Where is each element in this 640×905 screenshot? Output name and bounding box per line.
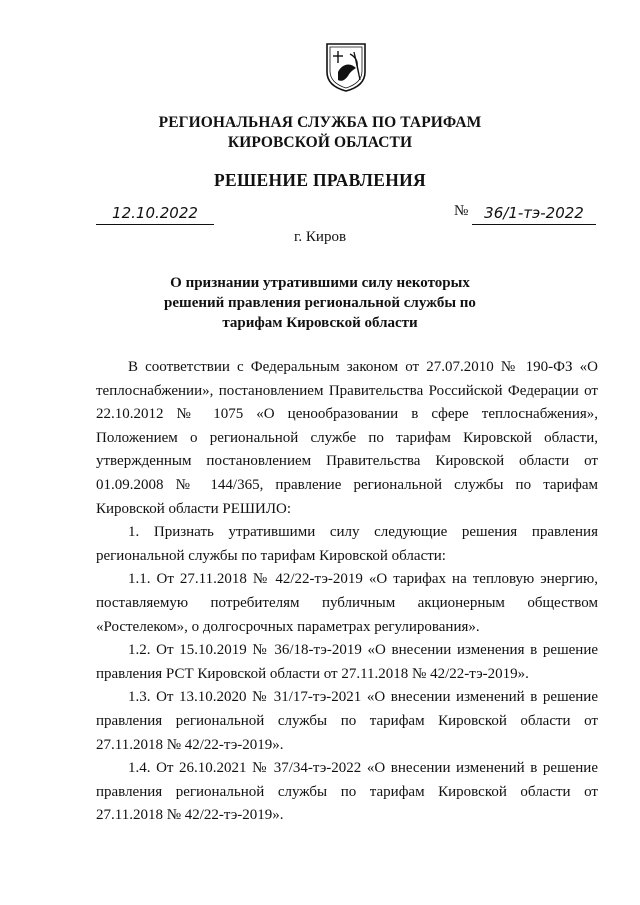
- item-1: 1. Признать утратившими силу следующие решения правления региональной службы по тарифам Кировской области:: [96, 524, 598, 564]
- city: г. Киров: [293, 229, 347, 245]
- coat-of-arms-icon: [324, 42, 368, 92]
- document-title: РЕШЕНИЕ ПРАВЛЕНИЯ: [214, 170, 426, 190]
- handwritten-date: 12.10.2022: [96, 202, 214, 225]
- preamble-paragraph: В соответствии с Федеральным законом от 27.07.2010 № 190-ФЗ «О теплоснабжении», постановлением Правительства Российской Федерации от 22.10.2012 № 1075 «О ценообразовании в сфере теплоснабжения», Положением о региональной службе по тарифам Кировской области, утвержденным постановлением Правительства Кировской области от 01.09.2008 № 144/365, правление региональной службы по тарифам Кировской области РЕШИЛО:: [96, 359, 598, 517]
- item-1-3: 1.3. От 13.10.2020 № 31/17-тэ-2021 «О внесении изменений в решение правления региональной службы по тарифам Кировской области от 27.11.2018 № 42/22-тэ-2019».: [96, 689, 598, 753]
- document-body: [96, 356, 598, 828]
- organization-name-line2: КИРОВСКОЙ ОБЛАСТИ: [227, 134, 413, 151]
- number-label: №: [454, 203, 469, 219]
- subject-line1: О признании утратившими силу некоторых: [170, 275, 470, 291]
- subject-line2: решений правления региональной службы по: [164, 295, 476, 311]
- item-1-4: 1.4. От 26.10.2021 № 37/34-тэ-2022 «О внесении изменений в решение правления региональной службы по тарифам Кировской области от 27.11.2018 № 42/22-тэ-2019».: [96, 760, 598, 824]
- item-1-1: 1.1. От 27.11.2018 № 42/22-тэ-2019 «О тарифах на тепловую энергию, поставляемую потребителям публичным акционерным обществом «Ростелеком», о долгосрочных параметрах регулирования».: [96, 571, 598, 635]
- subject-line3: тарифам Кировской области: [222, 315, 418, 331]
- item-1-2: 1.2. От 15.10.2019 № 36/18-тэ-2019 «О внесении изменения в решение правления РСТ Кировской области от 27.11.2018 № 42/22-тэ-2019».: [96, 642, 598, 682]
- handwritten-number: 36/1-тэ-2022: [472, 202, 596, 225]
- organization-name-line1: РЕГИОНАЛЬНАЯ СЛУЖБА ПО ТАРИФАМ: [158, 114, 482, 131]
